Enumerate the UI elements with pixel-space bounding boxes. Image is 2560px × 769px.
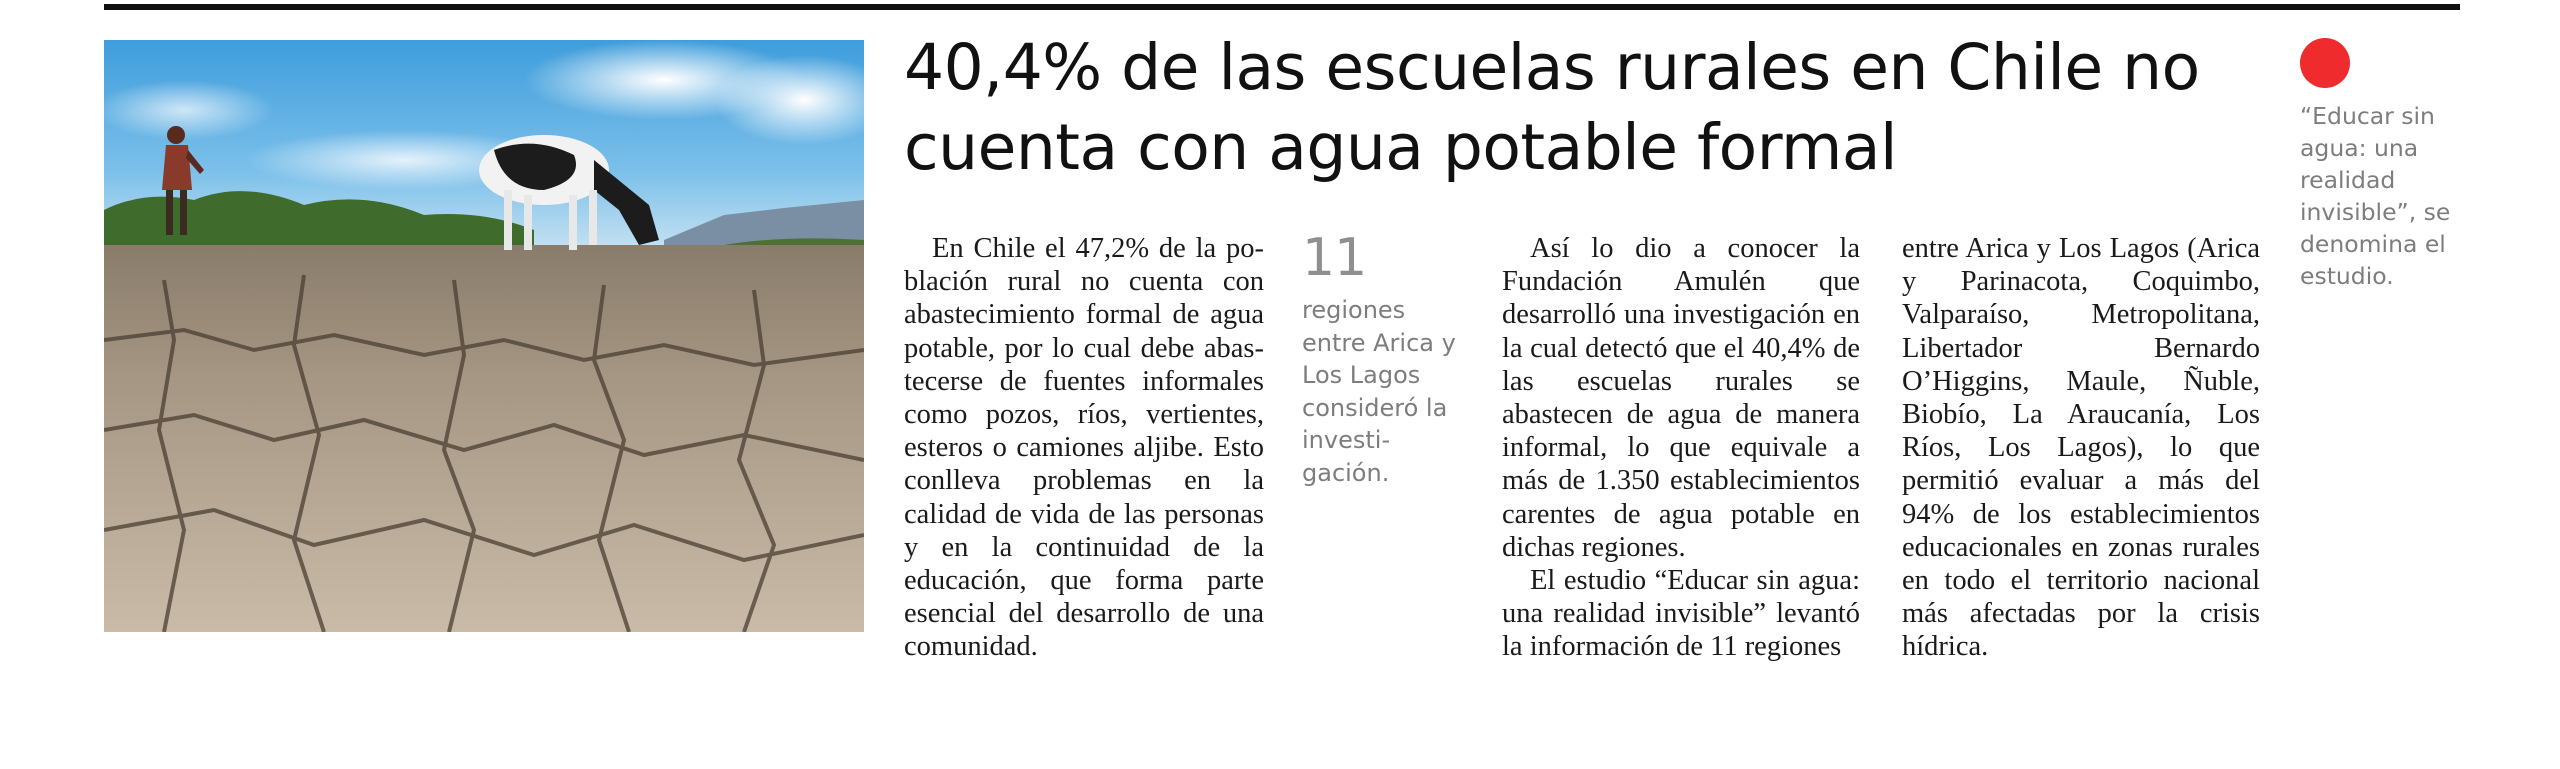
article-photo [104, 40, 864, 632]
body-paragraph: entre Arica y Los Lagos (Arica y Parinacota, Coquimbo, Valparaíso, Metropolitana, Libertador Bernardo O’Higgins, Maule, Ñuble, Biobío, La Araucanía, Los Ríos, Los Lagos), lo que permitió evaluar a más del 94% de los establecimientos educacionales en zonas rurales en todo el territorio nacional más afectadas por la crisis hídrica. [1902, 233, 2260, 663]
body-paragraph: El estudio “Educar sin agua: una realidad invisible” levantó la información de 11 regiones [1502, 565, 1860, 663]
side-note: “Educar sin agua: una realidad invisible”, se denomina el estudio. [2300, 102, 2451, 290]
fact-box [1302, 228, 1462, 489]
body-paragraph: En Chile el 47,2% de la población rural no cuenta con abastecimiento formal de agua potable, por lo cual debe abastecerse de fuentes informales como pozos, ríos, vertientes, esteros o camiones aljibe. Esto conlleva problemas en la calidad de vida de las personas y en la continuidad de la educación, que forma parte esencial del desarrollo de una comunidad. [904, 233, 1264, 663]
body-paragraph: Así lo dio a conocer la Fundación Amulén que desarrolló una investigación en la cual detectó que el 40,4% de las escuelas rurales se abastecen de agua de manera informal, lo que equivale a más de 1.350 establecimientos carentes de agua potable en dichas regiones. [1502, 233, 1860, 563]
body-column-1 [904, 232, 1264, 664]
red-dot-icon [2300, 38, 2350, 88]
article-headline: 40,4% de las escuelas rurales en Chile no cuenta con agua potable formal [904, 31, 2200, 184]
top-rule [104, 4, 2460, 10]
fact-text: regiones entre Arica y Los Lagos consideró la investigación. [1302, 296, 1456, 487]
body-column-3 [1502, 232, 1860, 664]
drought-photo-illustration [104, 40, 864, 632]
body-column-4 [1902, 232, 2260, 664]
fact-number: 11 [1302, 228, 1367, 288]
